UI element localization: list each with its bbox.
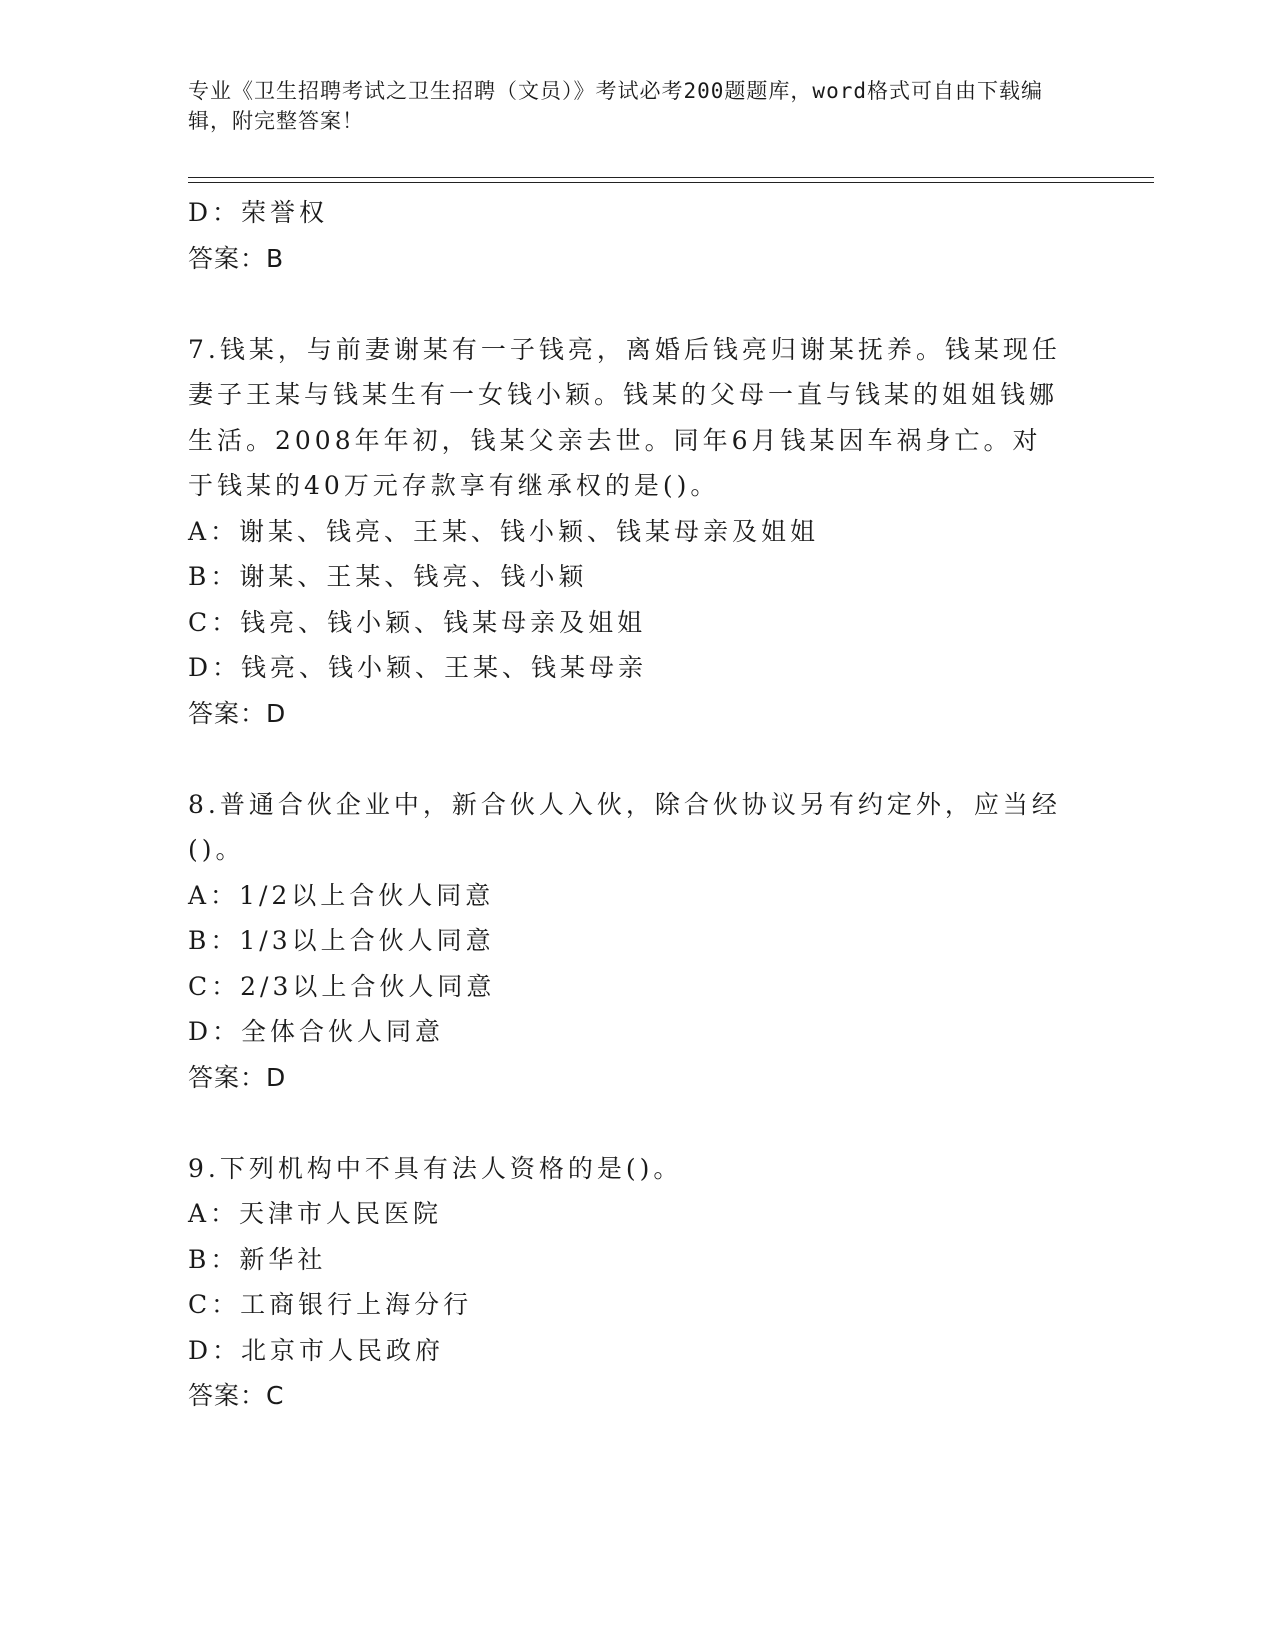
answer-line: 答案：B (188, 243, 285, 273)
spacer (188, 1100, 1068, 1146)
question-block (188, 1146, 1068, 1419)
option-c: C：钱亮、钱小颖、钱某母亲及姐姐 (188, 607, 647, 637)
option-a: A：天津市人民医院 (188, 1199, 443, 1228)
question-stem: 8.普通合伙企业中，新合伙人入伙，除合伙协议另有约定外，应当经()。 (188, 789, 1061, 864)
option-d: D：北京市人民政府 (188, 1335, 445, 1365)
option-a: A：谢某、钱亮、王某、钱小颖、钱某母亲及姐姐 (188, 516, 820, 546)
question-stem: 9.下列机构中不具有法人资格的是()。 (188, 1153, 683, 1183)
option-c: C：2/3以上合伙人同意 (188, 971, 496, 1001)
question-block (188, 190, 1068, 281)
option-d: D：钱亮、钱小颖、王某、钱某母亲 (188, 653, 648, 682)
header-rule-top (188, 177, 1154, 178)
option-a: A：1/2以上合伙人同意 (188, 880, 495, 910)
option-b: B：谢某、王某、钱亮、钱小颖 (188, 562, 588, 591)
answer-line: 答案：D (188, 1062, 287, 1092)
option-b: B：1/3以上合伙人同意 (188, 926, 495, 955)
question-block (188, 782, 1068, 1101)
page-header: 专业《卫生招聘考试之卫生招聘（文员）》考试必考200题题库，word格式可自由下载编辑，附完整答案！ (188, 79, 1043, 133)
header-rule-bottom (188, 182, 1154, 183)
question-list (188, 190, 1068, 1419)
option-b: B：新华社 (188, 1244, 327, 1274)
option-d: D：荣誉权 (188, 198, 329, 227)
question-block (188, 327, 1068, 737)
answer-line: 答案：C (188, 1381, 285, 1410)
question-stem: 7.钱某，与前妻谢某有一子钱亮，离婚后钱亮归谢某抚养。钱某现任妻子王某与钱某生有一女钱小颖。钱某的父母一直与钱某的姐姐钱娜生活。2008年年初，钱某父亲去世。同年6月钱某因车祸身亡。对于钱某的40万元存款享有继承权的是()。 (188, 334, 1061, 500)
option-d: D：全体合伙人同意 (188, 1017, 445, 1046)
spacer (188, 736, 1068, 782)
answer-line: 答案：D (188, 698, 287, 728)
option-c: C：工商银行上海分行 (188, 1290, 473, 1319)
spacer (188, 281, 1068, 327)
